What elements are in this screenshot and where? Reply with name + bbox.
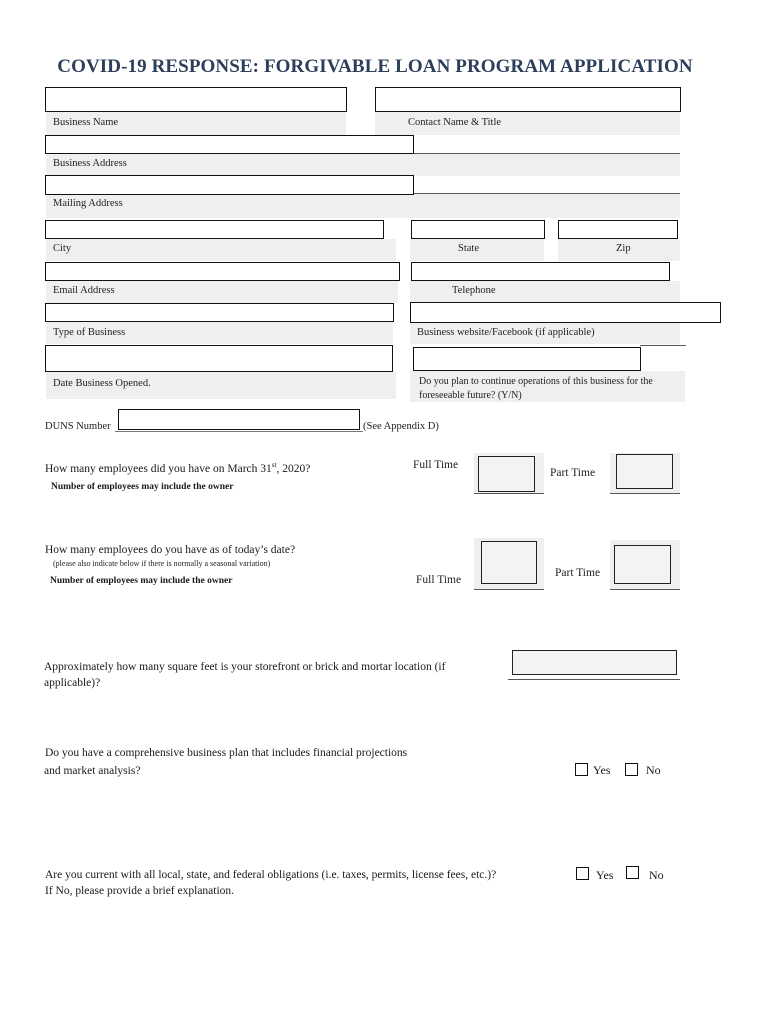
square-feet-underline — [508, 679, 680, 680]
telephone-label-band — [410, 281, 680, 303]
contact-name-field[interactable] — [375, 87, 681, 112]
duns-underline — [115, 431, 363, 432]
employees-today-sub-note: (please also indicate below if there is normally a seasonal variation) — [53, 559, 271, 568]
square-feet-question-line1: Approximately how many square feet is your storefront or brick and mortar location (if — [44, 661, 446, 673]
employees-march-question: How many employees did you have on March 31st, 2020? — [45, 461, 311, 475]
employees-today-part-time-field[interactable] — [614, 545, 671, 584]
obligations-no-label: No — [649, 868, 664, 882]
email-field[interactable] — [45, 262, 400, 281]
mailing-address-field[interactable] — [45, 175, 414, 195]
page-title: COVID-19 RESPONSE: FORGIVABLE LOAN PROGRAM APPLICATION — [57, 56, 693, 77]
employees-today-full-time-field[interactable] — [481, 541, 537, 584]
business-plan-no-label: No — [646, 763, 661, 777]
business-plan-yes-label: Yes — [593, 763, 611, 777]
duns-label: DUNS Number — [45, 421, 111, 432]
obligations-yes-label: Yes — [596, 868, 614, 882]
state-field[interactable] — [411, 220, 545, 239]
telephone-field[interactable] — [411, 262, 670, 281]
employees-march-full-time-underline — [474, 493, 544, 494]
continue-question-line1: Do you plan to continue operations of this business for the — [419, 376, 653, 387]
type-of-business-label: Type of Business — [53, 327, 126, 338]
mailing-address-label-band — [46, 194, 680, 218]
business-plan-no-checkbox[interactable] — [625, 763, 638, 776]
telephone-label: Telephone — [452, 285, 496, 296]
continue-line — [640, 345, 686, 346]
business-plan-question-line1: Do you have a comprehensive business plan that includes financial projections — [45, 747, 408, 759]
date-opened-label: Date Business Opened. — [53, 378, 151, 389]
square-feet-question-line2: applicable)? — [44, 677, 101, 689]
obligations-yes-checkbox[interactable] — [576, 867, 589, 880]
employees-march-part-time-label: Part Time — [550, 467, 596, 479]
type-of-business-field[interactable] — [45, 303, 394, 322]
email-label: Email Address — [53, 285, 115, 296]
obligations-question-line2: If No, please provide a brief explanation. — [45, 885, 235, 897]
employees-march-part-time-underline — [610, 493, 680, 494]
business-plan-question-line2: and market analysis? — [44, 765, 141, 777]
website-label: Business website/Facebook (if applicable) — [417, 327, 595, 338]
mailing-address-line — [414, 193, 680, 194]
obligations-no-checkbox[interactable] — [626, 866, 639, 879]
business-address-label-band — [46, 154, 680, 176]
employees-march-part-time-field[interactable] — [616, 454, 673, 489]
duns-note: (See Appendix D) — [363, 421, 439, 432]
city-field[interactable] — [45, 220, 384, 239]
contact-name-label: Contact Name & Title — [408, 117, 502, 128]
business-address-label: Business Address — [53, 158, 127, 169]
business-name-field[interactable] — [45, 87, 347, 112]
business-address-line — [414, 153, 680, 154]
continue-question-line2: foreseeable future? (Y/N) — [419, 390, 522, 401]
business-address-field[interactable] — [45, 135, 414, 154]
state-label: State — [458, 243, 479, 254]
employees-today-full-time-label: Full Time — [416, 574, 462, 586]
city-label-band — [46, 239, 396, 261]
employees-today-full-time-underline — [474, 589, 544, 590]
employees-march-note: Number of employees may include the owner — [51, 482, 234, 492]
obligations-question-line1: Are you current with all local, state, and federal obligations (i.e. taxes, permits, license fees, etc.)? — [45, 869, 497, 881]
date-opened-field[interactable] — [45, 345, 393, 372]
continue-field[interactable] — [413, 347, 641, 371]
employees-today-note: Number of employees may include the owner — [50, 576, 233, 586]
mailing-address-label: Mailing Address — [53, 198, 123, 209]
city-label: City — [53, 243, 72, 254]
business-plan-yes-checkbox[interactable] — [575, 763, 588, 776]
duns-field[interactable] — [118, 409, 360, 430]
square-feet-field[interactable] — [512, 650, 677, 675]
employees-today-part-time-label: Part Time — [555, 567, 601, 579]
zip-field[interactable] — [558, 220, 678, 239]
employees-march-full-time-label: Full Time — [413, 459, 459, 471]
zip-label: Zip — [616, 243, 631, 254]
employees-today-question: How many employees do you have as of today’s date? — [45, 544, 296, 556]
website-field[interactable] — [410, 302, 721, 323]
employees-march-full-time-field[interactable] — [478, 456, 535, 492]
business-name-label: Business Name — [53, 117, 119, 128]
employees-today-part-time-underline — [610, 589, 680, 590]
